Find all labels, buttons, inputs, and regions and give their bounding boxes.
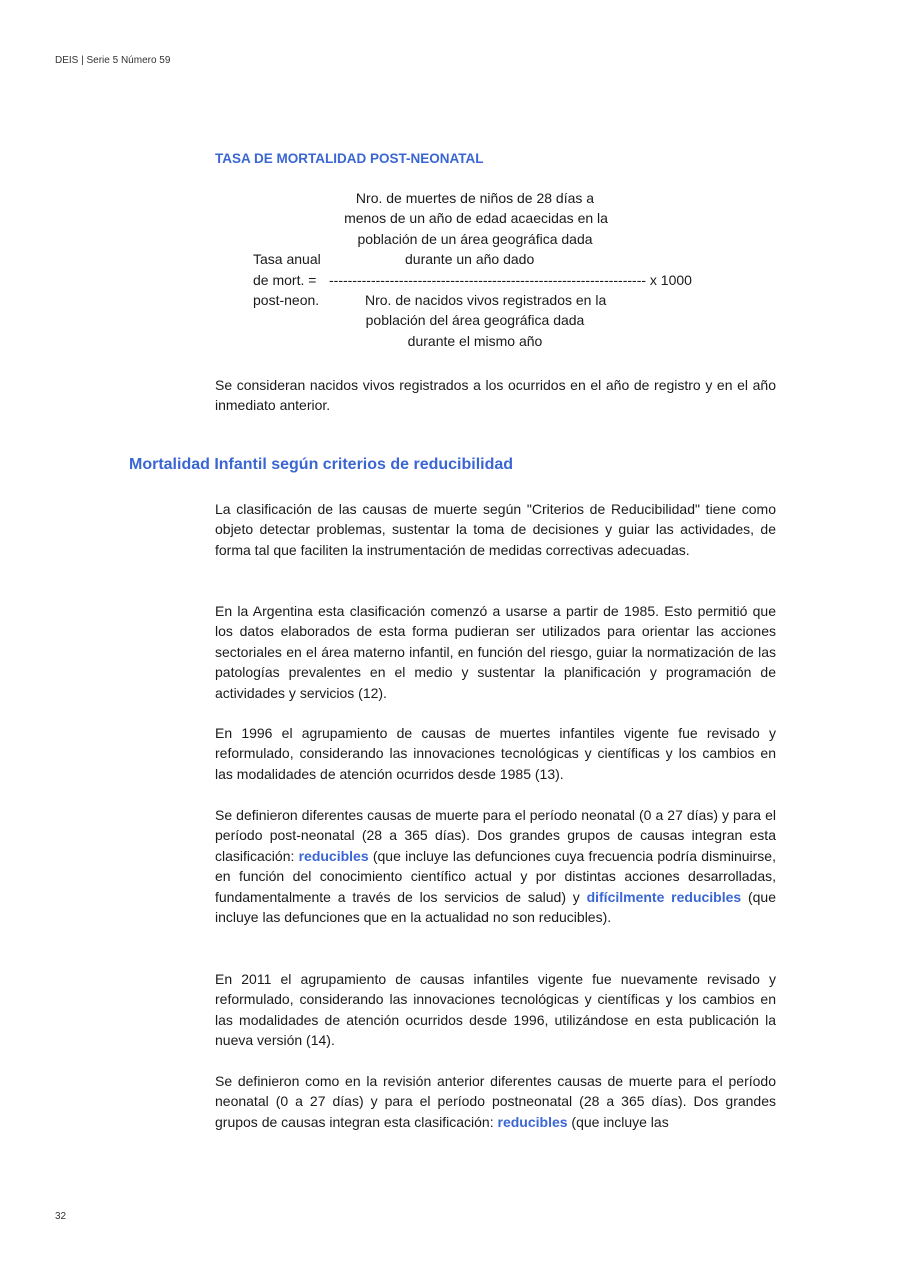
paragraph-6 (215, 1071, 776, 1132)
page-number: 32 (55, 1211, 67, 1222)
highlight-reducibles: reducibles (298, 847, 369, 864)
formula-block (215, 188, 775, 358)
paragraph-4-text-3: (que incluye las defunciones que en la actualidad no son reducibles). (215, 888, 776, 926)
formula-fraction-divider: -------------------------------------------------------------------- x 1000 (329, 271, 692, 288)
formula-label-line-3: post-neon. (253, 292, 320, 308)
paragraph-4-text-2: (que incluye las defunciones cuya frecuencia podría disminuirse, en función del conocimiento científico actual y por distintas acciones desarrolladas, fundamentalmente a través de los servicios de salud) y (215, 847, 776, 905)
paragraph-6-text-2: (que incluye las (567, 1113, 669, 1130)
formula-numerator-line-1: Nro. de muertes de niños de 28 días a (355, 190, 595, 206)
formula-note: Se consideran nacidos vivos registrados a los ocurridos en el año de registro y en el año inmediato anterior. (215, 377, 776, 414)
formula-numerator-line-2: menos de un año de edad acaecidas en la (344, 210, 608, 227)
paragraph-2: En la Argentina esta clasificación comenzó a usarse a partir de 1985. Esto permitió que los datos elaborados de esta forma pudieran ser utilizados para orientar las acciones sectoriales en el área materno infantil, en función del riesgo, guiar la normatización de las patologías prevalentes en el medio y sustentar la planificación y programación de actividades y servicios (12). (215, 603, 776, 701)
formula-denominator-line-2: población del área geográfica dada (365, 312, 585, 329)
highlight-dificilmente-reducibles: difícilmente reducibles (586, 888, 742, 905)
formula-label-line-2: de mort. = (253, 271, 317, 288)
formula-numerator-line-3: población de un área geográfica dada (357, 230, 593, 247)
paragraph-5: En 2011 el agrupamiento de causas infantiles vigente fue nuevamente revisado y reformulado, considerando las innovaciones tecnológicas y científicas y los cambios en las modalidades de atención ocurridos desde 1996, utilizándose en esta publicación la nueva versión (14). (215, 971, 776, 1049)
formula-label-line-1: Tasa anual (253, 251, 321, 268)
formula-numerator-line-4: durante un año dado (405, 251, 535, 268)
running-header: DEIS | Serie 5 Número 59 (55, 55, 171, 66)
paragraph-3: En 1996 el agrupamiento de causas de muertes infantiles vigente fue revisado y reformulado, considerando las innovaciones tecnológicas y científicas y los cambios en las modalidades de atención ocurridos desde 1985 (13). (215, 725, 776, 782)
highlight-reducibles-2: reducibles (497, 1113, 568, 1130)
paragraph-6-text-1: Se definieron como en la revisión anterior diferentes causas de muerte para el período neonatal (0 a 27 días) y para el período postneonatal (28 a 365 días). Dos grandes grupos de causas integran esta clasificación: (215, 1073, 776, 1130)
section-heading: Mortalidad Infantil según criterios de reducibilidad (129, 456, 514, 473)
paragraph-4-text-1: Se definieron diferentes causas de muerte para el período neonatal (0 a 27 días) y para el período post-neonatal (28 a 365 días). Dos grandes grupos de causas integran esta clasificación: (215, 807, 776, 864)
paragraph-4 (215, 805, 776, 927)
formula-denominator-line-1: Nro. de nacidos vivos registrados en la (365, 292, 607, 308)
paragraph-1: La clasificación de las causas de muerte según "Criterios de Reducibilidad" tiene como objeto detectar problemas, sustentar la toma de decisiones y guiar las actividades, de forma tal que faciliten la instrumentación de medidas correctivas adecuadas. (215, 501, 776, 558)
formula-denominator-line-3: durante el mismo año (407, 332, 543, 349)
section-title: TASA DE MORTALIDAD POST-NEONATAL (215, 151, 484, 166)
